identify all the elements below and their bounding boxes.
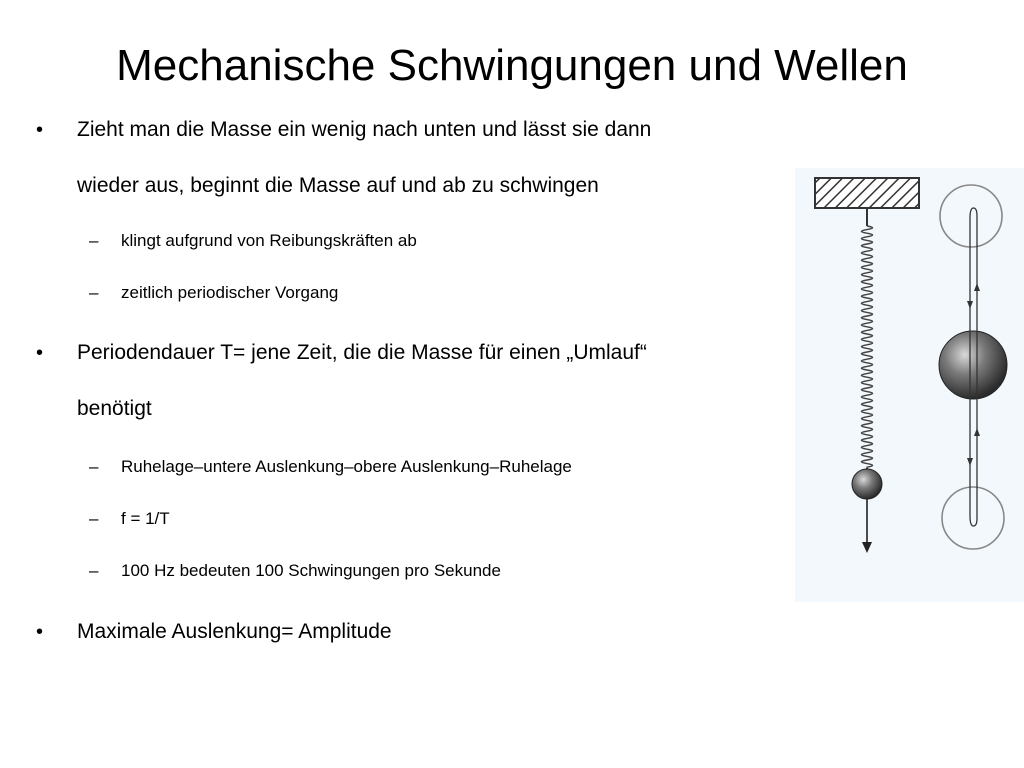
sub-bullet-item [89, 453, 781, 481]
hatched-ceiling-icon [815, 178, 919, 208]
bullet-text-continuation [77, 157, 797, 215]
sub-bullet-text: Ruhelage–untere Auslenkung–obere Auslenkung–Ruhelage [121, 457, 572, 476]
bullet-marker: • [36, 621, 44, 643]
spring-pendulum-figure [795, 168, 1024, 602]
bullet-text: Periodendauer T= jene Zeit, die die Masse für einen „Umlauf“ [77, 341, 647, 364]
mass-ball-icon [852, 468, 882, 499]
circle-position-icon [942, 487, 1004, 549]
sub-bullet-marker: – [89, 231, 99, 250]
bullet-text: benötigt [77, 397, 152, 420]
down-arrow-icon [862, 499, 872, 553]
circle-position-icon [940, 185, 1002, 247]
slide-title: Mechanische Schwingungen und Wellen [116, 41, 908, 90]
spring-pendulum-diagram [795, 168, 1024, 602]
bullet-text-continuation [77, 380, 797, 438]
mass-ball-icon [939, 331, 1007, 399]
sub-bullet-item [89, 505, 781, 533]
sub-bullet-marker: – [89, 457, 99, 476]
sub-bullet-item [89, 227, 781, 255]
sub-bullet-marker: – [89, 561, 99, 580]
sub-bullet-item [89, 279, 781, 307]
bullet-item [36, 324, 797, 382]
bullet-marker: • [36, 342, 44, 364]
bullet-item [36, 603, 797, 661]
sub-bullet-marker: – [89, 509, 99, 528]
sub-bullet-item [89, 557, 781, 585]
bullet-text: Zieht man die Masse ein wenig nach unten und lässt sie dann [77, 118, 652, 141]
bullet-marker: • [36, 119, 44, 141]
bullet-text: Maximale Auslenkung= Amplitude [77, 620, 392, 643]
bullet-item [36, 101, 797, 159]
bullet-text: wieder aus, beginnt die Masse auf und ab zu schwingen [77, 174, 599, 197]
spring-coil-icon [861, 226, 872, 468]
sub-bullet-text: klingt aufgrund von Reibungskräften ab [121, 231, 417, 250]
sub-bullet-text: zeitlich periodischer Vorgang [121, 283, 339, 302]
sub-bullet-marker: – [89, 283, 99, 302]
sub-bullet-text: 100 Hz bedeuten 100 Schwingungen pro Sekunde [121, 561, 501, 580]
sub-bullet-text: f = 1/T [121, 509, 170, 528]
